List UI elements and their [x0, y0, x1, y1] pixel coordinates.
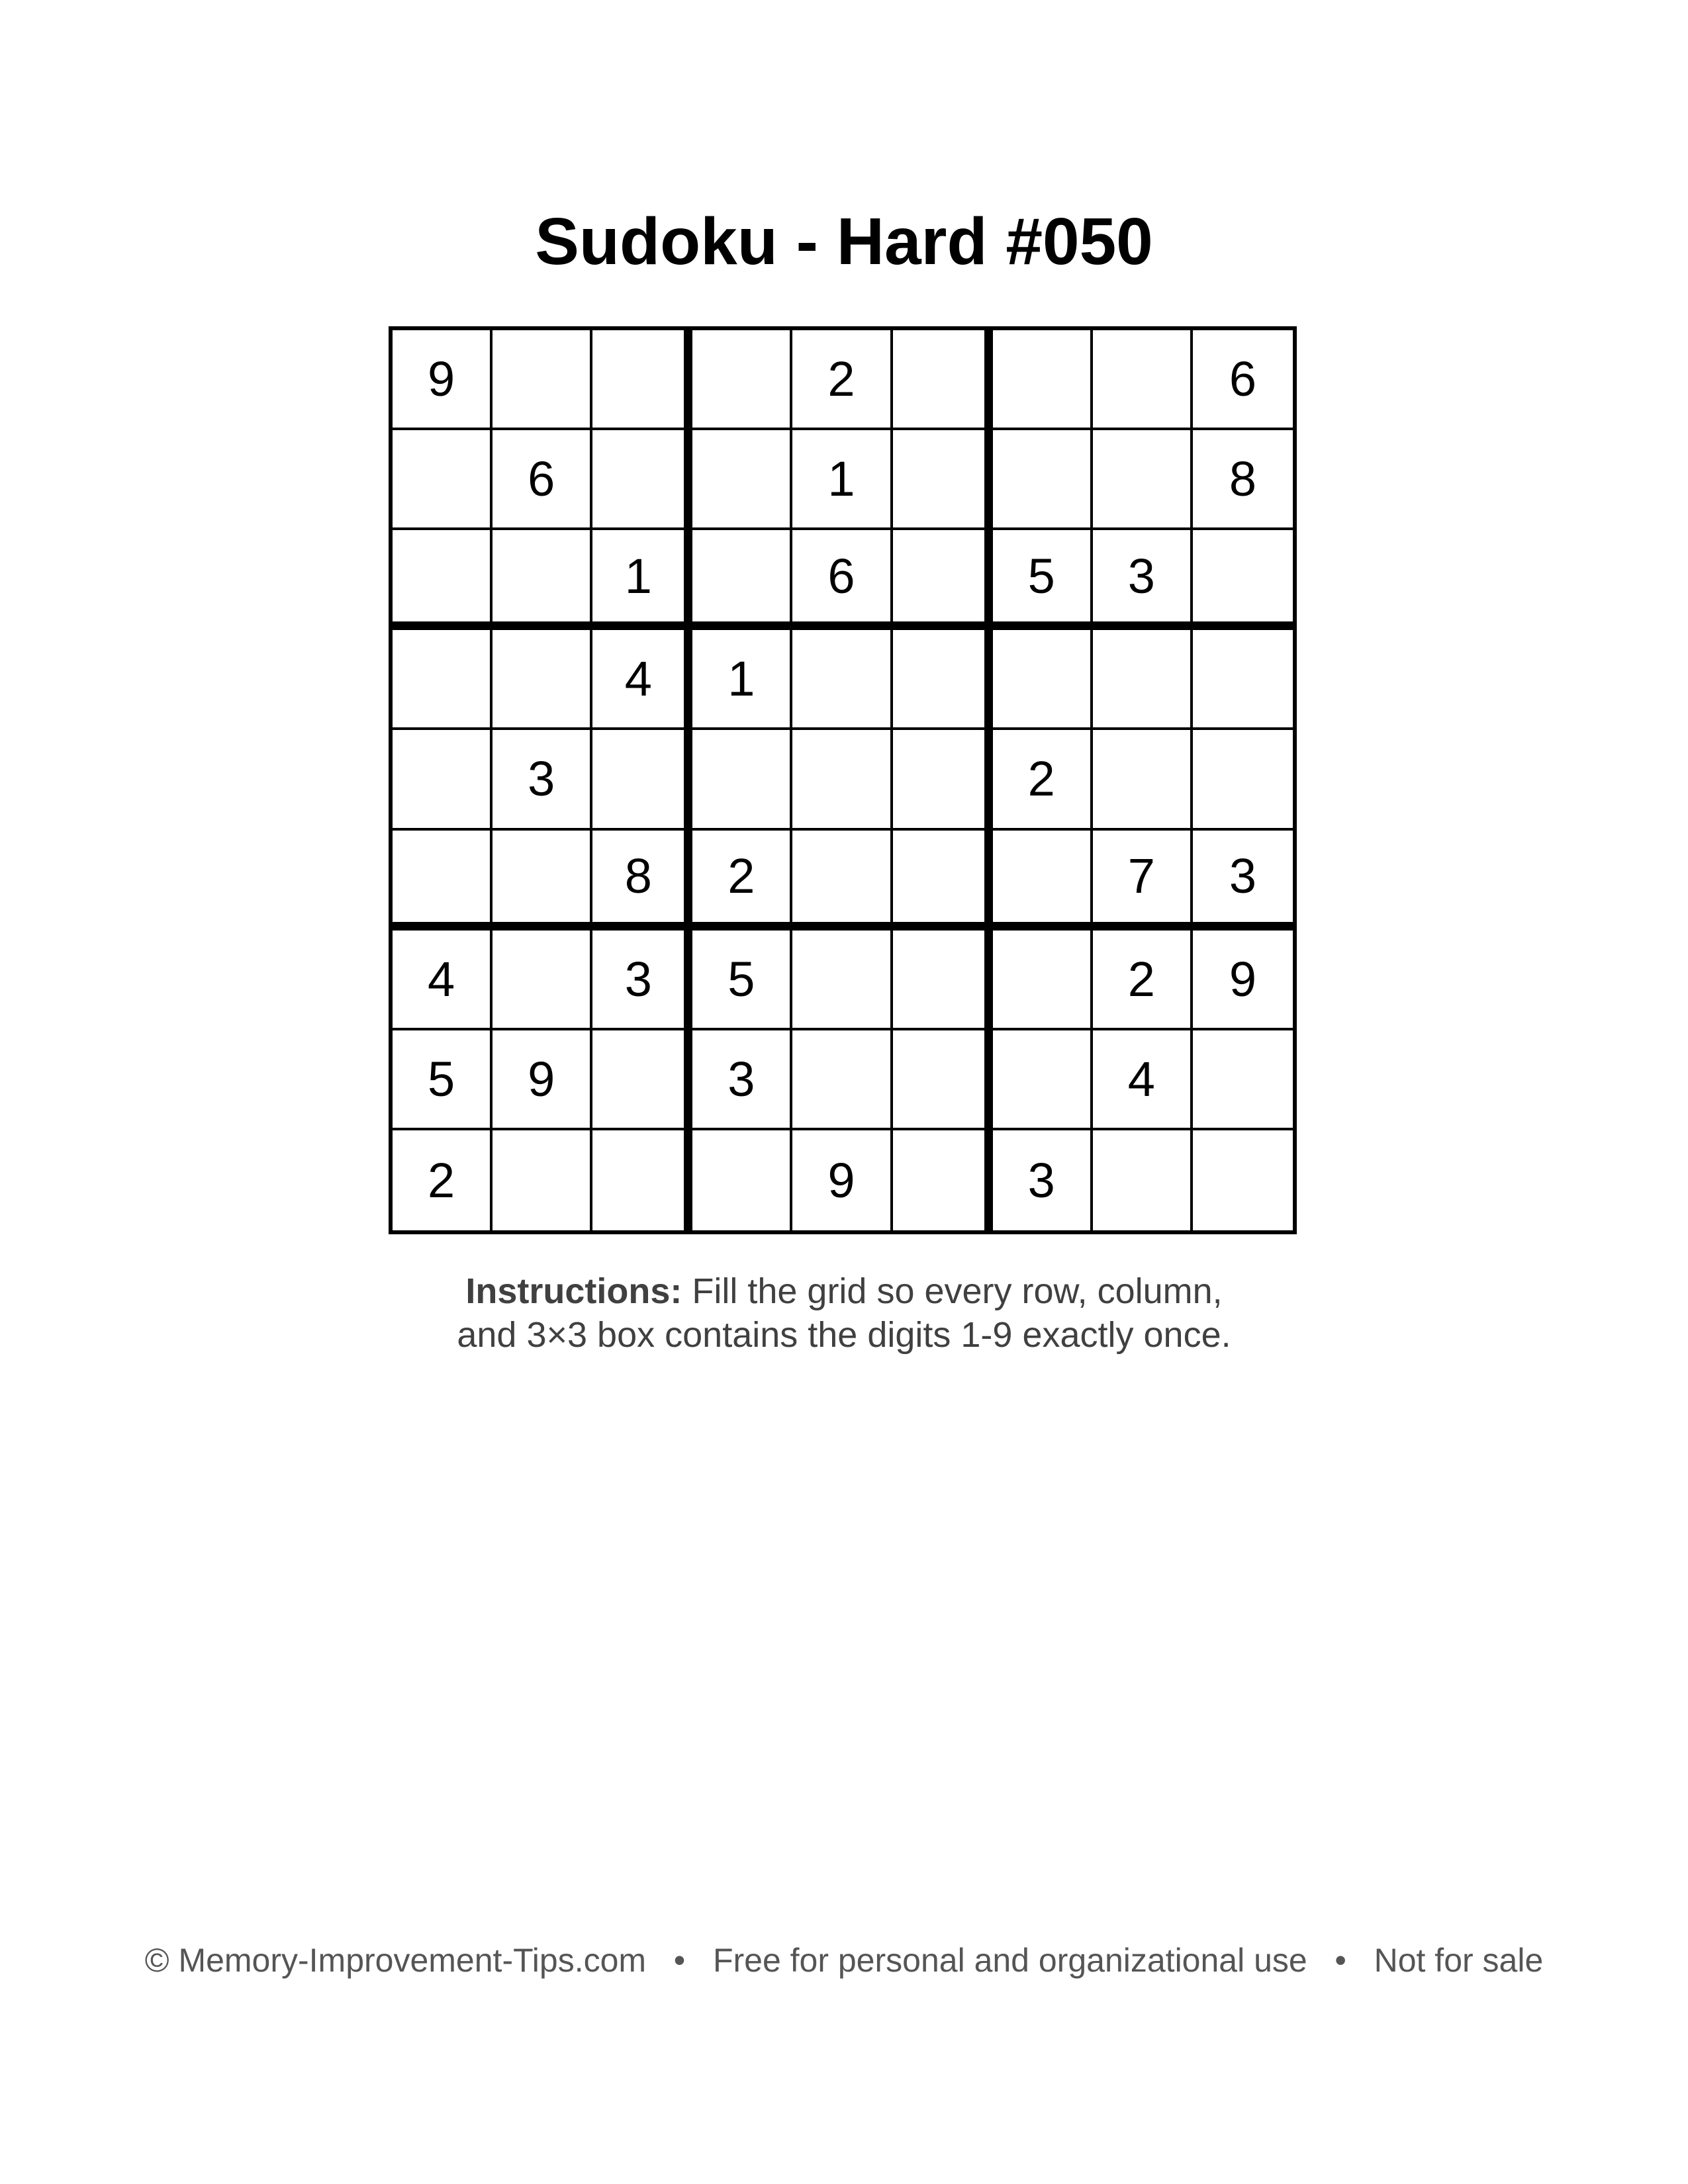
given-cell: 6 [492, 430, 592, 530]
empty-cell[interactable] [393, 530, 492, 630]
given-cell: 9 [492, 1030, 592, 1130]
empty-cell[interactable] [993, 630, 1093, 730]
empty-cell[interactable] [893, 630, 993, 730]
given-cell: 4 [1093, 1030, 1193, 1130]
given-cell: 6 [792, 530, 892, 630]
empty-cell[interactable] [492, 1130, 592, 1230]
footer-not-for-sale: Not for sale [1374, 1942, 1544, 1979]
empty-cell[interactable] [893, 1030, 993, 1130]
empty-cell[interactable] [592, 730, 692, 830]
given-cell: 3 [692, 1030, 792, 1130]
given-cell: 4 [592, 630, 692, 730]
empty-cell[interactable] [393, 831, 492, 931]
given-cell: 2 [993, 730, 1093, 830]
empty-cell[interactable] [492, 530, 592, 630]
empty-cell[interactable] [792, 1030, 892, 1130]
empty-cell[interactable] [792, 931, 892, 1030]
given-cell: 5 [692, 931, 792, 1030]
given-cell: 5 [393, 1030, 492, 1130]
instructions-label: Instructions: [465, 1271, 682, 1311]
empty-cell[interactable] [492, 931, 592, 1030]
given-cell: 2 [692, 831, 792, 931]
empty-cell[interactable] [993, 430, 1093, 530]
empty-cell[interactable] [893, 931, 993, 1030]
empty-cell[interactable] [893, 1130, 993, 1230]
empty-cell[interactable] [393, 730, 492, 830]
instructions-text-1: Fill the grid so every row, column, [692, 1271, 1223, 1311]
empty-cell[interactable] [1093, 730, 1193, 830]
footer-copyright: © Memory-Improvement-Tips.com [144, 1942, 647, 1979]
empty-cell[interactable] [792, 831, 892, 931]
given-cell: 6 [1193, 330, 1293, 430]
given-cell: 9 [393, 330, 492, 430]
empty-cell[interactable] [492, 330, 592, 430]
footer-separator-1: • [673, 1942, 686, 1979]
empty-cell[interactable] [1193, 1030, 1293, 1130]
empty-cell[interactable] [1193, 530, 1293, 630]
empty-cell[interactable] [993, 330, 1093, 430]
given-cell: 8 [592, 831, 692, 931]
sudoku-grid [389, 326, 1297, 1234]
empty-cell[interactable] [692, 530, 792, 630]
empty-cell[interactable] [1093, 330, 1193, 430]
page-title: Sudoku - Hard #050 [535, 205, 1153, 279]
given-cell: 9 [1193, 931, 1293, 1030]
footer [0, 1940, 1688, 1980]
empty-cell[interactable] [1193, 730, 1293, 830]
given-cell: 2 [792, 330, 892, 430]
given-cell: 7 [1093, 831, 1193, 931]
empty-cell[interactable] [893, 330, 993, 430]
footer-separator-2: • [1335, 1942, 1346, 1979]
empty-cell[interactable] [592, 1030, 692, 1130]
empty-cell[interactable] [692, 330, 792, 430]
empty-cell[interactable] [993, 831, 1093, 931]
given-cell: 1 [692, 630, 792, 730]
instructions [0, 1269, 1688, 1357]
empty-cell[interactable] [993, 1030, 1093, 1130]
given-cell: 3 [1093, 530, 1193, 630]
given-cell: 3 [1193, 831, 1293, 931]
instructions-line-1 [0, 1269, 1688, 1313]
empty-cell[interactable] [893, 730, 993, 830]
empty-cell[interactable] [692, 430, 792, 530]
empty-cell[interactable] [592, 1130, 692, 1230]
footer-license: Free for personal and organizational use [712, 1942, 1307, 1979]
empty-cell[interactable] [393, 430, 492, 530]
empty-cell[interactable] [492, 630, 592, 730]
given-cell: 1 [792, 430, 892, 530]
empty-cell[interactable] [993, 931, 1093, 1030]
given-cell: 3 [592, 931, 692, 1030]
given-cell: 8 [1193, 430, 1293, 530]
empty-cell[interactable] [1193, 630, 1293, 730]
empty-cell[interactable] [1193, 1130, 1293, 1230]
empty-cell[interactable] [492, 831, 592, 931]
instructions-line-2: and 3×3 box contains the digits 1-9 exactly once. [457, 1315, 1231, 1355]
empty-cell[interactable] [792, 730, 892, 830]
empty-cell[interactable] [1093, 1130, 1193, 1230]
empty-cell[interactable] [1093, 630, 1193, 730]
given-cell: 5 [993, 530, 1093, 630]
empty-cell[interactable] [393, 630, 492, 730]
empty-cell[interactable] [592, 330, 692, 430]
empty-cell[interactable] [592, 430, 692, 530]
given-cell: 9 [792, 1130, 892, 1230]
given-cell: 4 [393, 931, 492, 1030]
empty-cell[interactable] [692, 730, 792, 830]
given-cell: 3 [993, 1130, 1093, 1230]
given-cell: 2 [393, 1130, 492, 1230]
empty-cell[interactable] [792, 630, 892, 730]
given-cell: 1 [592, 530, 692, 630]
given-cell: 3 [492, 730, 592, 830]
empty-cell[interactable] [893, 530, 993, 630]
empty-cell[interactable] [893, 430, 993, 530]
given-cell: 2 [1093, 931, 1193, 1030]
empty-cell[interactable] [893, 831, 993, 931]
empty-cell[interactable] [692, 1130, 792, 1230]
empty-cell[interactable] [1093, 430, 1193, 530]
